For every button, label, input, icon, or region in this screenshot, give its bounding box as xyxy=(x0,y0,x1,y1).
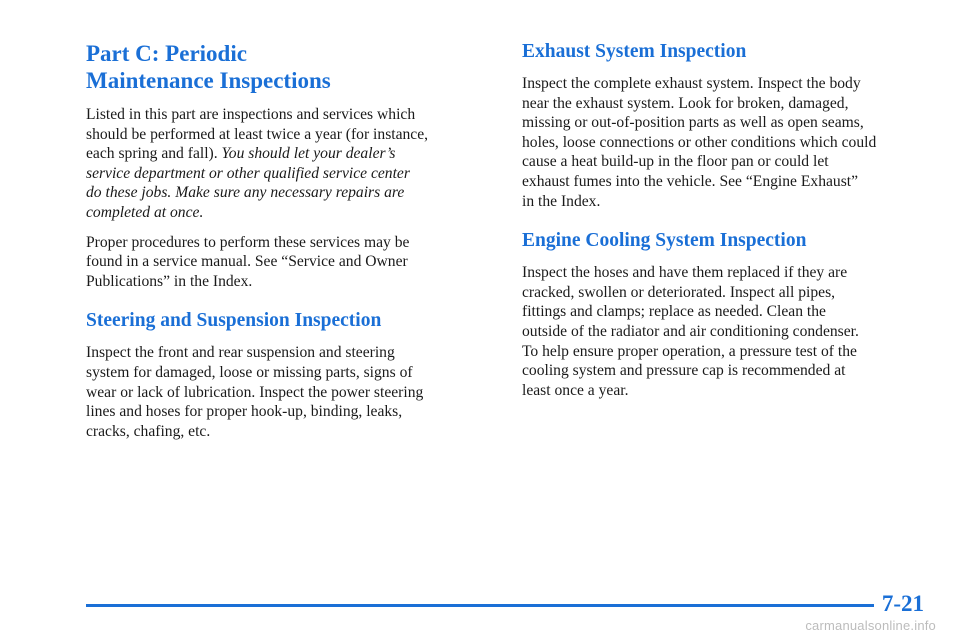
text-line: To help ensure proper operation, a pressure test of the xyxy=(522,342,857,360)
text-line: exhaust fumes into the vehicle. See “Engine Exhaust” xyxy=(522,172,859,190)
text-line: found in a service manual. See “Service and Owner xyxy=(86,253,408,271)
text-line: cause a heat build-up in the floor pan or could let xyxy=(522,153,829,171)
italic-fragment: You should let your dealer’s xyxy=(221,145,396,163)
text-line: wear or lack of lubrication. Inspect the power steering xyxy=(86,383,424,401)
text-line: fittings and clamps; replace as needed. Clean the xyxy=(522,303,826,321)
page-number: 7-21 xyxy=(881,591,924,616)
right-column xyxy=(522,40,918,410)
text-line xyxy=(86,144,482,164)
text-line: Publications” in the Index. xyxy=(86,272,253,290)
exhaust-paragraph xyxy=(522,74,918,211)
intro-paragraph xyxy=(86,105,482,223)
text-line: cooling system and pressure cap is recommended at xyxy=(522,362,846,380)
left-column xyxy=(86,40,482,451)
text-line: missing or out-of-position parts as well as open seams, xyxy=(522,114,864,132)
text-line: outside of the radiator and air conditioning condenser. xyxy=(522,322,859,340)
text-line: Listed in this part are inspections and services which xyxy=(86,106,416,123)
text-line: holes, loose connections or other conditions which could xyxy=(522,133,877,151)
text-line: cracked, swollen or deteriorated. Inspect all pipes, xyxy=(522,283,836,301)
text-line: system for damaged, loose or missing parts, signs of xyxy=(86,363,413,381)
italic-line: do these jobs. Make sure any necessary repairs are xyxy=(86,184,405,202)
text-line: Proper procedures to perform these services may be xyxy=(86,233,410,251)
italic-line: service department or other qualified service center xyxy=(86,164,410,182)
text-line: near the exhaust system. Look for broken, damaged, xyxy=(522,94,849,112)
procedures-paragraph xyxy=(86,233,482,292)
steering-heading: Steering and Suspension Inspection xyxy=(86,310,382,332)
watermark-text: carmanualsonline.info xyxy=(805,618,936,633)
page-title-line: Maintenance Inspections xyxy=(86,68,331,93)
exhaust-heading: Exhaust System Inspection xyxy=(522,41,747,62)
italic-line: completed at once. xyxy=(86,203,204,221)
steering-paragraph xyxy=(86,343,482,441)
text-line: Inspect the complete exhaust system. Inspect the body xyxy=(522,75,861,92)
text-line: cracks, chafing, etc. xyxy=(86,422,211,440)
page-title xyxy=(86,40,482,94)
text-fragment: each spring and fall). xyxy=(86,145,222,163)
footer-rule xyxy=(86,604,874,607)
page-title-line: Part C: Periodic xyxy=(86,41,247,66)
text-line: Inspect the hoses and have them replaced if they are xyxy=(522,264,848,282)
text-line: least once a year. xyxy=(522,381,629,399)
text-line: Inspect the front and rear suspension and steering xyxy=(86,344,395,362)
text-line: should be performed at least twice a year (for instance, xyxy=(86,125,429,143)
cooling-paragraph xyxy=(522,263,918,400)
text-line: lines and hoses for proper hook-up, binding, leaks, xyxy=(86,403,403,421)
text-line: in the Index. xyxy=(522,192,601,210)
cooling-heading: Engine Cooling System Inspection xyxy=(522,230,807,252)
